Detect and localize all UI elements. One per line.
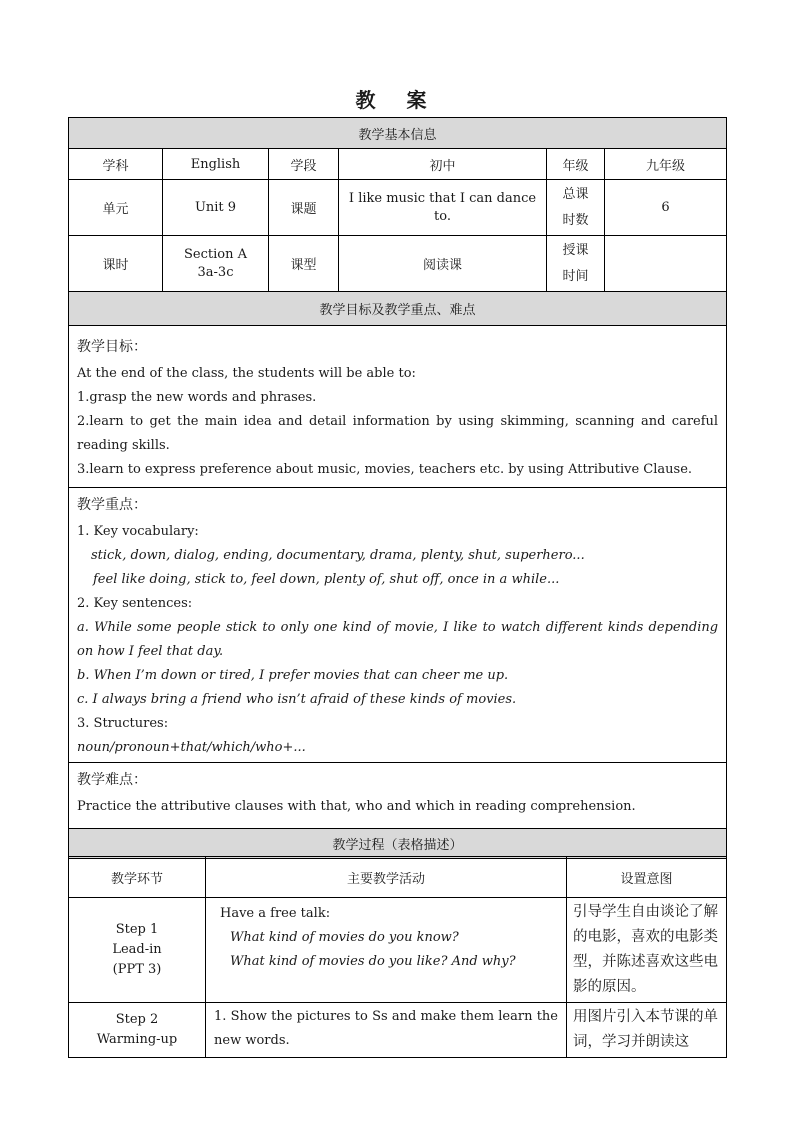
activity-line: Have a free talk: <box>220 906 331 921</box>
basic-info-table <box>68 117 727 859</box>
stage-value: 初中 <box>339 149 547 180</box>
process-header: 教学过程（表格描述） <box>69 829 727 859</box>
activity-cell: 1. Show the pictures to Ss and make them learn the new words. <box>206 1003 567 1058</box>
period-line-2: 3a-3c <box>197 264 234 280</box>
period-label: 课时 <box>69 236 163 292</box>
vocab-label: 1. Key vocabulary: <box>77 524 199 539</box>
structures-label: 3. Structures: <box>77 716 169 731</box>
objectives-intro: At the end of the class, the students will be able to: <box>77 366 416 381</box>
time-value <box>605 236 727 292</box>
difficulty-label: 教学难点： <box>77 772 147 788</box>
objective-1: 1.grasp the new words and phrases. <box>77 390 317 405</box>
step-name: Lead-in <box>112 942 162 957</box>
unit-label: 单元 <box>69 180 163 236</box>
unit-value: Unit 9 <box>163 180 269 236</box>
sentences-label: 2. Key sentences: <box>77 596 193 611</box>
step-number: Step 2 <box>115 1012 159 1027</box>
vocab-line-2: feel like doing, stick to, feel down, plenty of, shut off, once in a while... <box>93 572 560 587</box>
total-hours-value: 6 <box>605 180 727 236</box>
purpose-cell: 用图片引入本节课的单词，学习并朗读这 <box>567 1003 727 1058</box>
objective-2: 2.learn to get the main idea and detail information by using skimming, scanning and careful reading skills. <box>77 414 719 453</box>
objective-3: 3.learn to express preference about music, movies, teachers etc. by using Attributive Clause. <box>77 462 693 477</box>
subject-value: English <box>163 149 269 180</box>
time-label: 授课时间 <box>547 236 605 292</box>
col-purpose-header: 设置意图 <box>567 857 727 898</box>
sentence-a: a. While some people stick to only one kind of movie, I like to watch different kinds depending on how I feel that day. <box>77 620 719 659</box>
activity-cell <box>206 898 567 1003</box>
sentence-b: b. When I’m down or tired, I prefer movies that can cheer me up. <box>77 668 509 683</box>
purpose-cell: 引导学生自由谈论了解的电影，喜欢的电影类型，并陈述喜欢这些电影的原因。 <box>567 898 727 1003</box>
type-value: 阅读课 <box>339 236 547 292</box>
step-number: Step 1 <box>115 922 159 937</box>
activity-question: What kind of movies do you like? And why? <box>230 954 516 969</box>
sentence-c: c. I always bring a friend who isn’t afraid of these kinds of movies. <box>77 692 517 707</box>
key-points-cell <box>69 488 727 763</box>
step-ppt: (PPT 3) <box>112 962 162 977</box>
basic-info-header: 教学基本信息 <box>69 118 727 149</box>
total-hours-label: 总课时数 <box>547 180 605 236</box>
col-step-header: 教学环节 <box>69 857 206 898</box>
period-value <box>163 236 269 292</box>
structures-value: noun/pronoun+that/which/who+... <box>77 740 306 755</box>
page-title: 教 案 <box>355 88 439 112</box>
period-line-1: Section A <box>184 246 247 262</box>
col-activity-header: 主要教学活动 <box>206 857 567 898</box>
step-cell <box>69 1003 206 1058</box>
table-row <box>69 1003 727 1058</box>
topic-label: 课题 <box>269 180 339 236</box>
goals-header: 教学目标及教学重点、难点 <box>69 292 727 326</box>
difficulty-value: Practice the attributive clauses with that, who and which in reading comprehension. <box>77 799 636 814</box>
vocab-line-1: stick, down, dialog, ending, documentary, drama, plenty, shut, superhero... <box>91 548 585 563</box>
objectives-label: 教学目标： <box>77 339 147 355</box>
table-row <box>69 898 727 1003</box>
grade-label: 年级 <box>547 149 605 180</box>
key-points-label: 教学重点： <box>77 497 147 513</box>
activity-question: What kind of movies do you know? <box>230 930 459 945</box>
difficulty-cell <box>69 763 727 829</box>
stage-label: 学段 <box>269 149 339 180</box>
objectives-cell <box>69 326 727 488</box>
type-label: 课型 <box>269 236 339 292</box>
step-cell <box>69 898 206 1003</box>
process-table <box>68 856 727 1058</box>
grade-value: 九年级 <box>605 149 727 180</box>
subject-label: 学科 <box>69 149 163 180</box>
topic-value: I like music that I can dance to. <box>339 180 547 236</box>
step-name: Warming-up <box>96 1032 178 1047</box>
